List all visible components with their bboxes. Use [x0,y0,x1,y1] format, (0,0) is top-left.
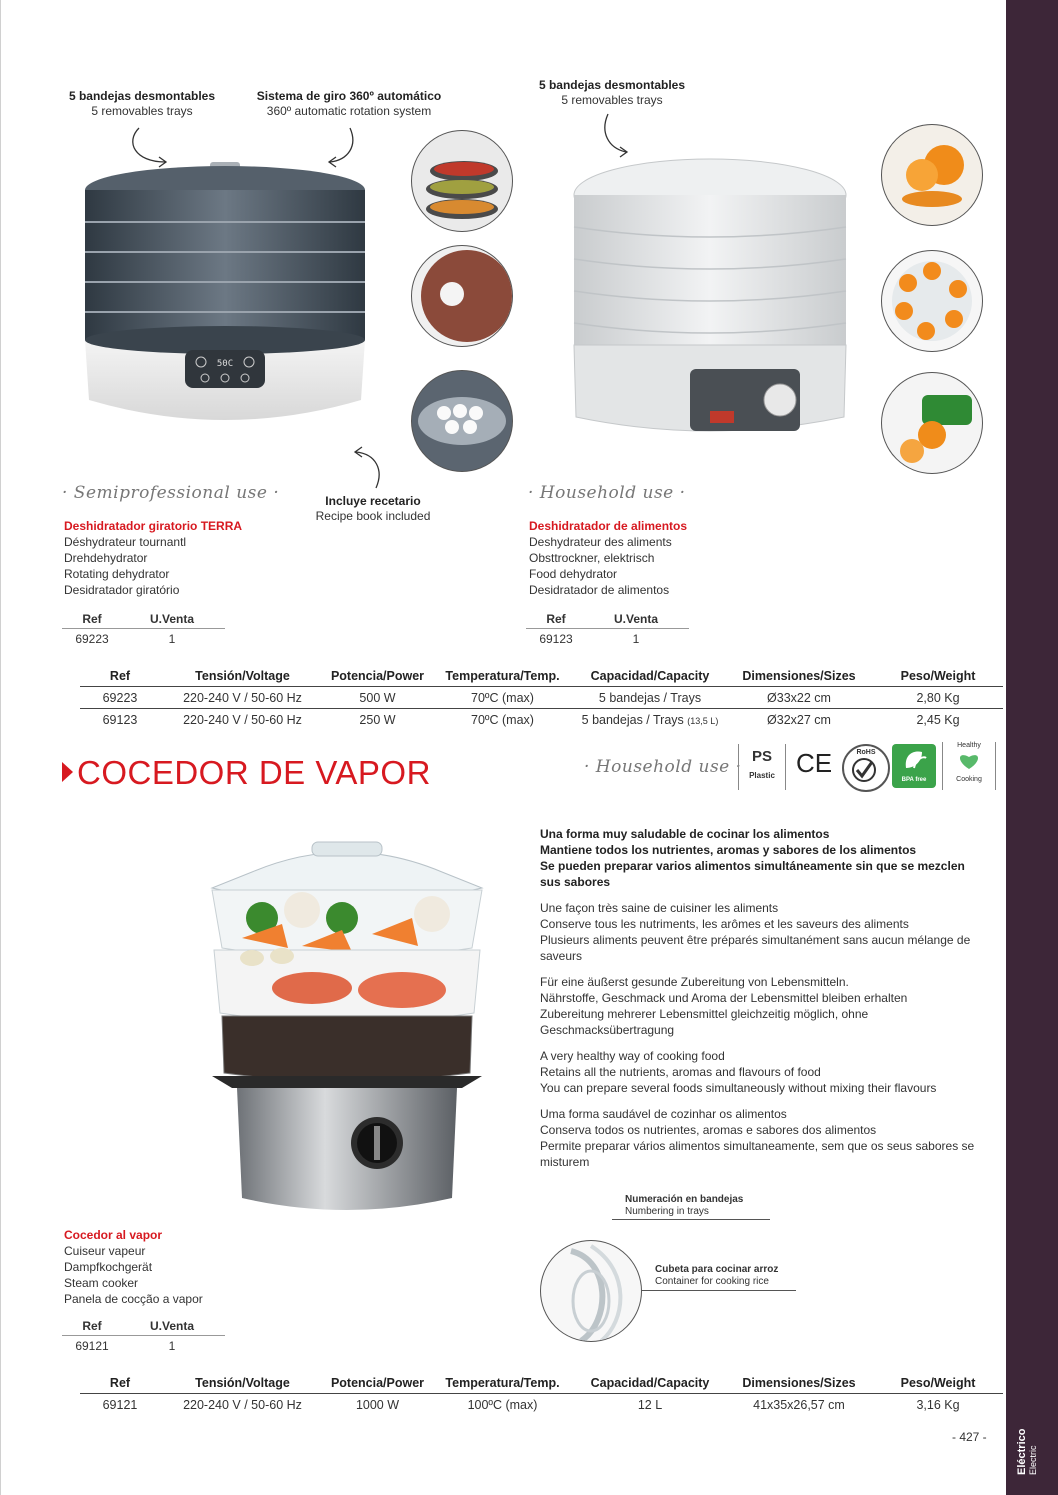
cell-capacity: 12 L [637,1397,663,1412]
table-row [80,709,1003,730]
cell-temp: 70ºC (max) [471,690,534,705]
cell-temp: 70ºC (max) [471,712,534,727]
desc-line: Permite preparar vários alimentos simultaneamente, sem que os seus sabores se misturem [540,1139,975,1169]
description-pt [540,1106,980,1170]
desc-line: Conserva todos os nutrientes, aromas e sabores dos alimentos [540,1123,877,1137]
section-title-text: COCEDOR DE VAPOR [77,754,431,791]
cell-ref: 69223 [102,690,138,705]
ref-header: Ref [546,612,566,626]
ref-value: 69223 [75,632,109,646]
header-sizes: Dimensiones/Sizes [742,1375,856,1390]
ref-table-69121 [62,1319,225,1353]
ce-mark-icon: CE [795,748,833,778]
rohs-text: RoHS [856,749,876,756]
sidebar-label [1016,1405,1046,1475]
desc-line: Zubereitung mehrerer Lebensmittel gleichzeitig möglich, ohne Geschmacksübertragung [540,1007,869,1037]
header-weight: Peso/Weight [900,668,976,683]
callout-bold: 5 bandejas desmontables [68,89,216,103]
ref-value: 69123 [539,632,573,646]
ref-header: Ref [82,612,102,626]
desc-line: You can prepare several foods simultaneously without mixing their flavours [540,1081,937,1095]
desc-line: Se pueden preparar varios alimentos simultáneamente sin que se mezclen sus sabores [540,859,965,889]
product-name-pt: Panela de cocção a vapor [64,1292,203,1306]
bpa-text: BPA free [901,777,927,783]
header-temp: Temperatura/Temp. [445,668,560,683]
uventa-header: U.Venta [613,612,658,626]
product-name-en: Steam cooker [64,1276,139,1290]
callout-recipe-book [300,494,446,524]
header-capacity: Capacidad/Capacity [590,1375,710,1390]
cell-temp: 100ºC (max) [467,1397,538,1412]
page-edge-rule [0,0,1,1495]
steam-cooker-image [192,838,502,1228]
spec-table-steamer [80,1372,1003,1415]
callout-normal: 360º automatic rotation system [266,104,432,118]
cell-power: 1000 W [355,1397,400,1412]
callout-rice-container [655,1264,778,1288]
product-name-de: Dampfkochgerät [64,1260,153,1274]
usage-label-household-1: · Household use · [528,483,686,503]
silicone-tray-photo [881,372,983,474]
page-number: - 427 - [952,1430,987,1444]
category-sidebar [1006,0,1058,1495]
product-name-en: Rotating dehydrator [64,567,170,581]
description-es [540,826,980,890]
callout-normal: 5 removables trays [561,93,663,107]
header-temp: Temperatura/Temp. [445,1375,560,1390]
oranges-photo [881,124,983,226]
uventa-value: 1 [632,632,640,646]
ps-sub: Plastic [749,771,775,780]
cell-voltage: 220-240 V / 50-60 Hz [183,1397,302,1412]
cell-sizes: Ø32x27 cm [767,712,831,727]
yogurt-tray-photo [411,370,513,472]
callout-arrow-icon [598,112,638,158]
cell-ref: 69121 [102,1397,138,1412]
desc-line: A very healthy way of cooking food [540,1049,725,1063]
uventa-value: 1 [168,632,176,646]
dried-fruit-trays-photo [411,130,513,232]
header-voltage: Tensión/Voltage [195,668,290,683]
spec-header-row [80,1372,1003,1394]
callout-normal: Container for cooking rice [655,1276,769,1287]
uventa-header: U.Venta [149,1319,194,1333]
product-names-steamer [64,1227,203,1307]
callout-normal: 5 removables trays [91,104,193,118]
ps-text: PS [751,748,772,765]
description-en [540,1048,980,1096]
header-voltage: Tensión/Voltage [195,1375,290,1390]
callout-arrow-icon [350,446,390,492]
cell-power: 500 W [359,690,396,705]
header-ref: Ref [109,1375,131,1390]
cell-sizes: Ø33x22 cm [767,690,831,705]
desc-line: Uma forma saudável de cozinhar os alimentos [540,1107,787,1121]
header-power: Potencia/Power [330,1375,425,1390]
cooking-text: Cooking [956,776,982,783]
desc-line: Retains all the nutrients, aromas and flavours of food [540,1065,821,1079]
ref-header: Ref [82,1319,102,1333]
usage-label-household-2: · Household use · [584,757,742,777]
header-power: Potencia/Power [330,668,425,683]
callout-bold: Sistema de giro 360º automático [256,89,442,103]
product-names-food-dehydrator [529,518,687,598]
ref-table-69123 [526,612,689,646]
product-name-en: Food dehydrator [529,567,618,581]
callout-bold: Incluye recetario [325,494,421,508]
ref-value: 69121 [75,1339,109,1353]
rotating-dehydrator-image [75,160,375,440]
header-ref: Ref [109,668,131,683]
cell-voltage: 220-240 V / 50-60 Hz [183,690,302,705]
sidebar-title: Eléctrico [1016,1428,1028,1475]
callout-bold: Cubeta para cocinar arroz [655,1264,779,1275]
sidebar-subtitle: Electric [1028,1445,1038,1475]
callout-normal: Recipe book included [315,509,431,523]
desc-line: Une façon très saine de cuisiner les aliments [540,901,779,915]
section-title [62,754,431,792]
product-name-de: Drehdehydrator [64,551,148,565]
capacity-note: (13,5 L) [687,715,719,726]
product-names-terra [64,518,242,598]
cell-voltage: 220-240 V / 50-60 Hz [183,712,302,727]
description-de [540,974,980,1038]
header-weight: Peso/Weight [900,1375,976,1390]
desc-line: Plusieurs aliments peuvent être préparés simultanément sans aucun mélange de saveurs [540,933,971,963]
cell-capacity: 5 bandejas / Trays [598,690,702,705]
spec-table-dehydrators [80,665,1003,730]
description-fr [540,900,980,964]
desc-line: Für eine äußerst gesunde Zubereitung von Lebensmitteln. [540,975,849,989]
product-name-de: Obsttrockner, elektrisch [529,551,655,565]
callout-normal: Numbering in trays [625,1206,709,1217]
bpa-free-badge [892,744,936,788]
product-name-fr: Cuiseur vapeur [64,1244,146,1258]
capacity-text: 5 bandejas / Trays [581,712,684,727]
callout-trays-2 [530,78,694,108]
mesh-sheet-photo [411,245,513,347]
cell-capacity [575,713,725,727]
section-arrow-icon [62,762,73,782]
cell-power: 250 W [359,712,396,727]
callout-bold: Numeración en bandejas [625,1194,744,1205]
callout-bold: 5 bandejas desmontables [538,78,686,92]
healthy-cooking-badge [942,742,996,790]
desc-line: Conserve tous les nutriments, les arômes et les saveurs des aliments [540,917,909,931]
cell-sizes: 41x35x26,57 cm [753,1397,845,1412]
callout-rotation [243,89,455,119]
callout-line [612,1219,770,1220]
steamer-description [540,826,980,1180]
display-readout: 50C [216,359,234,369]
product-name-fr: Déshydrateur tournantl [64,535,187,549]
product-name-pt: Desidratador giratório [64,583,180,597]
cell-ref: 69123 [102,712,138,727]
uventa-header: U.Venta [149,612,194,626]
product-name-es: Deshidratador de alimentos [529,519,688,533]
desc-line: Una forma muy saludable de cocinar los alimentos [540,827,830,841]
usage-label-semiprofessional: · Semiprofessional use · [62,483,280,503]
cell-weight: 2,45 Kg [916,712,960,727]
ps-plastic-badge [738,744,786,790]
healthy-text: Healthy [957,742,981,749]
product-name-es: Cocedor al vapor [64,1228,163,1242]
tray-detail-photo [540,1240,642,1342]
desc-line: Mantiene todos los nutrientes, aromas y sabores de los alimentos [540,843,917,857]
food-dehydrator-image [572,155,852,445]
header-capacity: Capacidad/Capacity [590,668,710,683]
orange-slices-tray-photo [881,250,983,352]
rohs-badge-icon [842,744,890,792]
spec-header-row [80,665,1003,687]
cell-weight: 3,16 Kg [916,1397,960,1412]
callout-numbering [625,1194,743,1218]
uventa-value: 1 [168,1339,176,1353]
product-name-fr: Deshydrateur des aliments [529,535,672,549]
table-row [80,687,1003,709]
table-row [80,1394,1003,1415]
callout-trays-1 [62,89,222,119]
header-sizes: Dimensiones/Sizes [742,668,856,683]
product-name-pt: Desidratador de alimentos [529,583,670,597]
product-name-es: Deshidratador giratorio TERRA [64,519,243,533]
cell-weight: 2,80 Kg [916,690,960,705]
ref-table-69223 [62,612,225,646]
desc-line: Nährstoffe, Geschmack und Aroma der Lebensmittel bleiben erhalten [540,991,908,1005]
